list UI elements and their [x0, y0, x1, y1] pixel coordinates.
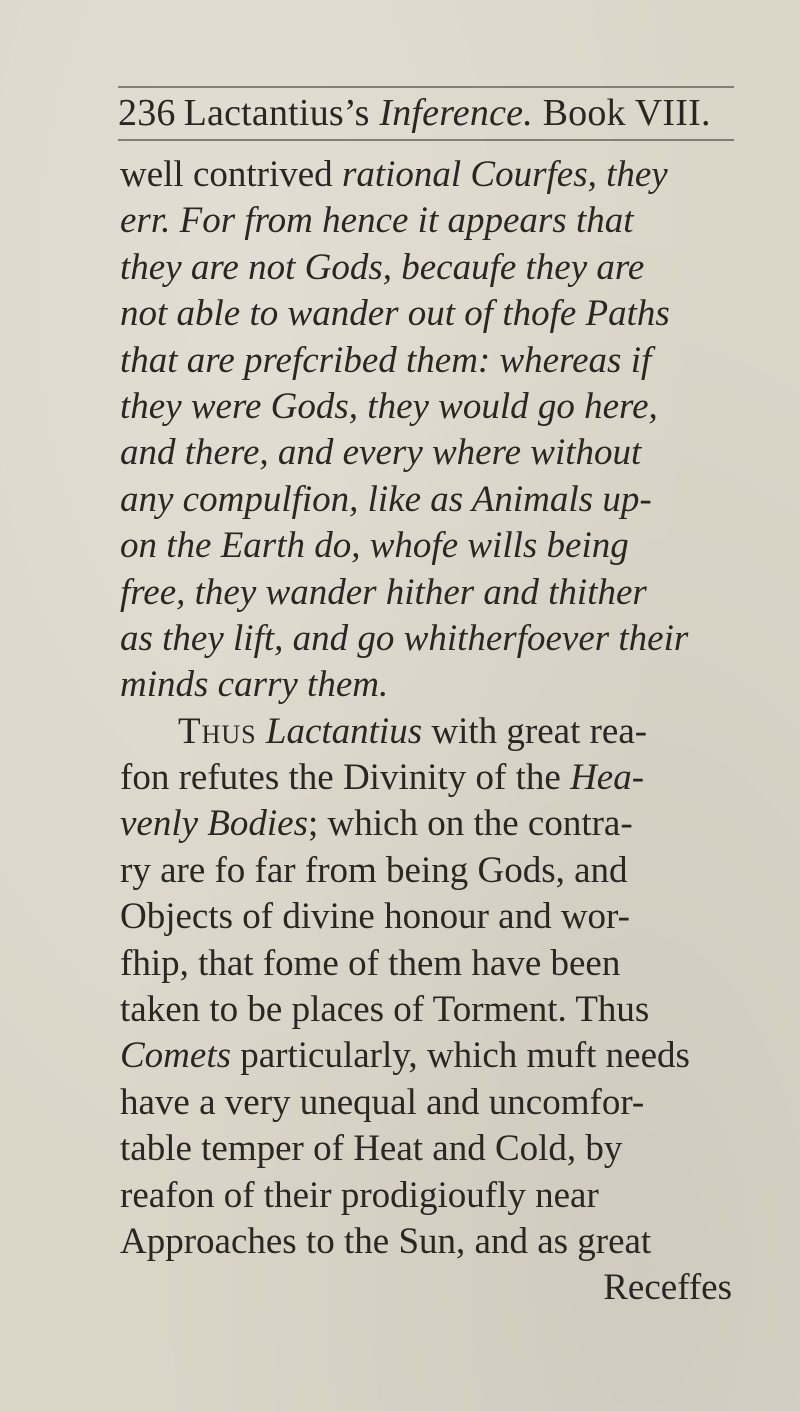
text-segment: on the Earth do, whofe wills being — [120, 525, 629, 567]
text-segment: with great rea- — [422, 710, 648, 752]
text-line — [120, 384, 760, 430]
text-segment: not able to wander out of thofe Paths — [120, 293, 670, 335]
text-segment: they were Gods, they would go here, — [120, 385, 658, 427]
text-line — [120, 941, 760, 987]
running-head-title: Inference. — [379, 92, 533, 134]
text-segment: reafon of their prodigioufly near — [120, 1174, 599, 1216]
text-segment: rational Courfes, they — [341, 154, 668, 195]
text-line — [120, 1219, 760, 1265]
text-line — [120, 616, 760, 662]
catchword: Receffes — [603, 1267, 732, 1309]
text-line — [120, 1173, 760, 1219]
text-segment: err. For from hence it appears that — [120, 200, 634, 242]
text-line — [120, 198, 760, 244]
text-segment: fhip, that fome of them have been — [120, 942, 621, 984]
text-segment: Lactantius — [265, 710, 423, 752]
header-rule-bottom — [118, 139, 734, 141]
text-line — [120, 523, 760, 569]
text-line — [120, 430, 760, 476]
text-line — [120, 662, 760, 708]
text-segment: have a very unequal and uncomfor- — [120, 1081, 645, 1123]
text-segment: they are not Gods, becaufe they are — [120, 246, 645, 288]
text-segment: fon refutes the Divinity of the — [120, 757, 571, 799]
text-line — [120, 1080, 760, 1126]
text-segment: Objects of divine honour and wor- — [120, 896, 630, 938]
text-line — [120, 245, 760, 291]
text-line — [120, 987, 760, 1033]
body-text — [120, 152, 760, 1312]
text-segment: as they lift, and go whitherfoever their — [120, 617, 689, 659]
text-line — [120, 709, 760, 755]
text-segment: ; which on the contra- — [308, 803, 633, 845]
text-line — [120, 848, 760, 894]
text-line — [120, 1033, 760, 1079]
running-head — [118, 88, 748, 138]
text-line — [120, 894, 760, 940]
text-segment: free, they wander hither and thither — [120, 571, 647, 613]
text-line — [120, 291, 760, 337]
running-head-book: Book VIII. — [542, 92, 711, 134]
text-line — [120, 570, 760, 616]
text-segment — [257, 711, 266, 752]
text-line — [120, 801, 760, 847]
running-head-author: Lactantius’s — [183, 92, 370, 134]
text-line — [120, 152, 760, 198]
text-segment: Comets — [120, 1035, 231, 1077]
text-line — [120, 338, 760, 384]
text-segment: ry are fo far from being Gods, and — [120, 849, 628, 891]
text-segment: table temper of Heat and Cold, by — [120, 1128, 623, 1170]
text-segment: well contrived — [120, 154, 342, 195]
text-segment: venly Bodies — [120, 803, 308, 845]
text-line — [120, 1126, 760, 1172]
text-segment: minds carry them. — [120, 664, 389, 706]
text-line — [120, 477, 760, 523]
text-segment: Thus — [178, 710, 257, 752]
text-line — [120, 755, 760, 801]
text-segment: Hea- — [570, 757, 645, 799]
text-segment: and there, and every where without — [120, 432, 642, 474]
text-segment: that are prefcribed them: whereas if — [120, 339, 652, 381]
text-segment: any compulfion, like as Animals up- — [120, 478, 652, 520]
text-segment: particularly, which muft needs — [231, 1035, 690, 1077]
text-segment: taken to be places of Torment. Thus — [120, 989, 650, 1031]
page-number: 236 — [118, 92, 176, 134]
text-segment: Approaches to the Sun, and as great — [120, 1220, 652, 1262]
